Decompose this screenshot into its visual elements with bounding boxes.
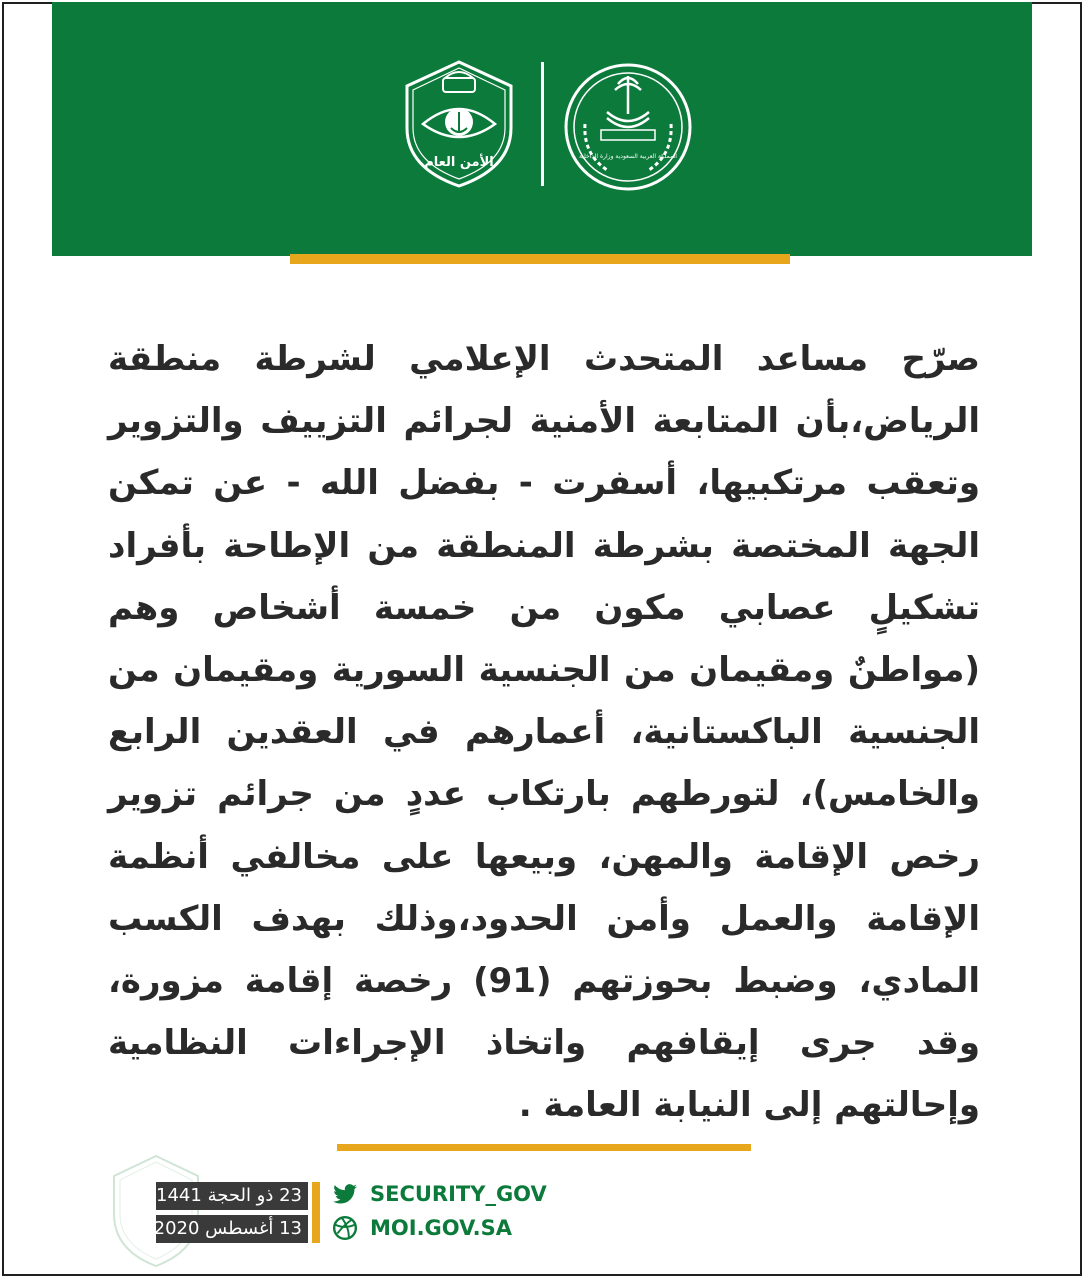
moi-logo: [563, 62, 693, 192]
twitter-handle: SECURITY_GOV: [370, 1182, 547, 1206]
public-security-logo: [393, 58, 525, 190]
twitter-icon: [332, 1181, 358, 1207]
logo-moi-label: المملكة العربية السعودية وزارة الداخلية: [579, 153, 677, 160]
gold-divider-top: [290, 254, 790, 264]
watermark-badge-icon: [108, 1152, 204, 1270]
statement-text: صرّح مساعد المتحدث الإعلامي لشرطة منطقة الرياض،بأن المتابعة الأمنية لجرائم التزييف والتزوير وتعقب مرتكبيها، أسفرت - بفضل الله - عن تمكن الجهة المختصة بشرطة المنطقة من الإطاحة بأفراد تشكيلٍ عصابي مكون من خمسة أشخاص وهم (مواطنٌ ومقيمان من الجنسية السورية ومقيمان من الجنسية الباكستانية، أعمارهم في العقدين الرابع والخامس)، لتورطهم بارتكاب عددٍ من جرائم تزوير رخص الإقامة والمهن، وبيعها على مخالفي أنظمة الإقامة والعمل وأمن الحدود،وذلك بهدف الكسب المادي، وضبط بحوزتهم (91) رخصة إقامة مزورة، وقد جرى إيقافهم واتخاذ الإجراءات النظامية وإحالتهم إلى النيابة العامة .: [108, 339, 980, 1126]
logo-divider: [541, 62, 544, 186]
website-link: MOI.GOV.SA: [370, 1216, 512, 1240]
globe-icon: [332, 1215, 358, 1241]
date-separator: [312, 1182, 320, 1243]
twitter-contact[interactable]: [332, 1179, 547, 1209]
website-contact[interactable]: [332, 1213, 512, 1243]
logo-security-label: الأمن العام: [424, 155, 494, 170]
date-hijri: 23 ذو الحجة 1441: [156, 1182, 308, 1210]
gold-divider-bottom: [337, 1144, 751, 1151]
date-gregorian: 13 أغسطس 2020: [156, 1215, 308, 1243]
